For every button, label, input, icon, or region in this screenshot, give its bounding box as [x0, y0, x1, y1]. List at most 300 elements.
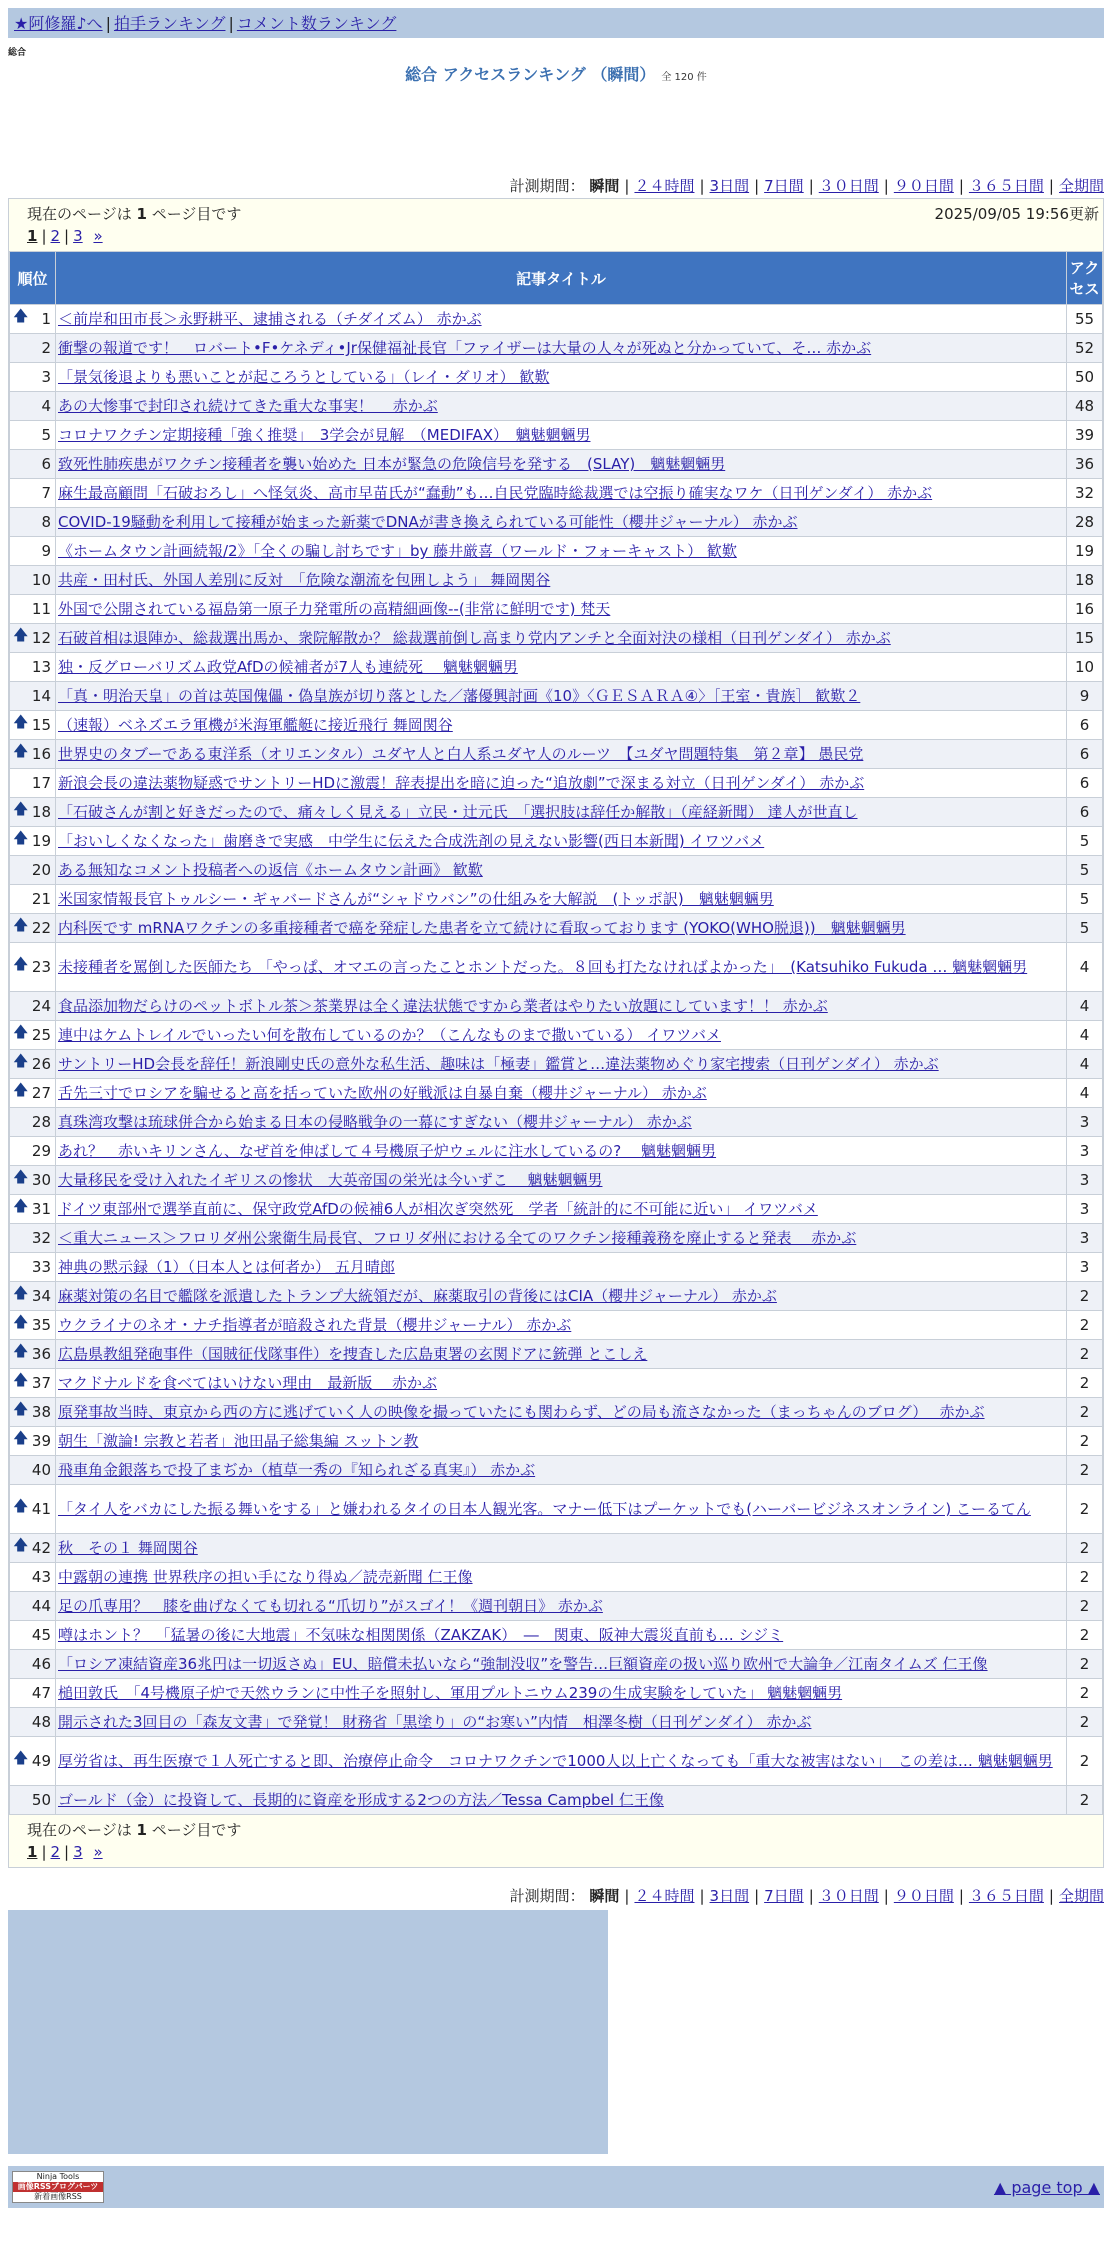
logo-line2: 画像RSSブログパーツ: [13, 2182, 103, 2192]
rss-parts-logo[interactable]: [12, 2171, 104, 2203]
rank-cell: [10, 566, 56, 595]
title-cell: [56, 1311, 1067, 1340]
rank-number: 3: [41, 368, 51, 386]
access-count: 55: [1067, 305, 1103, 334]
article-title-link[interactable]: 連中はケムトレイルでいったい何を散布しているのか？（こんなものまで撒いている） イワツバメ: [58, 1026, 721, 1044]
access-count: 3: [1067, 1166, 1103, 1195]
access-count: 4: [1067, 992, 1103, 1021]
rank-cell: [10, 1456, 56, 1485]
rank-up-arrow-icon: 🡅: [13, 1022, 29, 1041]
title-cell: [56, 740, 1067, 769]
period-current: 瞬間: [589, 177, 620, 195]
table-row: [10, 1534, 1103, 1563]
access-count: 5: [1067, 827, 1103, 856]
article-title-link[interactable]: 共産・田村氏、外国人差別に反対 「危険な潮流を包囲しよう」 舞岡関谷: [58, 571, 551, 589]
title-cell: [56, 1534, 1067, 1563]
rank-number: 45: [31, 1626, 51, 1644]
period-365d[interactable]: ３６５日間: [968, 1887, 1044, 1905]
period-90d[interactable]: ９０日間: [893, 177, 954, 195]
article-title-link[interactable]: 麻薬対策の名目で艦隊を派遣したトランプ大統領だが、麻薬取引の背後にはCIA（櫻井ジャーナル） 赤かぶ: [58, 1287, 777, 1305]
access-count: 2: [1067, 1456, 1103, 1485]
article-title-link[interactable]: 「真・明治天皇」の首は英国傀儡・偽皇族が切り落とした／藩優興討画《10》〈ＧＥＳＡＲＡ④〉［王室・貴族］ 歓歎２: [58, 687, 861, 705]
table-row: [10, 305, 1103, 334]
article-title-link[interactable]: 原発事故当時、東京から西の方に逃げていく人の映像を撮っていたにも関わらず、どの局も流さなかった（まっちゃんのブログ） 赤かぶ: [58, 1403, 985, 1421]
access-count: 3: [1067, 1253, 1103, 1282]
table-row: [10, 1679, 1103, 1708]
rank-cell: [10, 711, 56, 740]
table-row: [10, 1224, 1103, 1253]
rank-up-arrow-icon: 🡅: [13, 1167, 29, 1186]
article-title-link[interactable]: 大量移民を受け入れたイギリスの惨状 大英帝国の栄光は今いずこ 魑魅魍魎男: [58, 1171, 603, 1189]
period-24h[interactable]: ２４時間: [634, 1887, 695, 1905]
rank-up-arrow-icon: 🡅: [13, 799, 29, 818]
rank-number: 24: [31, 997, 51, 1015]
rank-cell: [10, 479, 56, 508]
access-count: 4: [1067, 1050, 1103, 1079]
access-count: 2: [1067, 1621, 1103, 1650]
ranking-title: 総合 アクセスランキング （瞬間）: [405, 65, 656, 84]
rank-number: 12: [31, 629, 51, 647]
access-count: 5: [1067, 885, 1103, 914]
article-title-link[interactable]: 「タイ人をバカにした振る舞いをする」と嫌われるタイの日本人観光客。マナー低下はプーケットでも(ハーバービジネスオンライン) こーるてん: [58, 1500, 1031, 1518]
title-cell: [56, 1195, 1067, 1224]
title-cell: [56, 1369, 1067, 1398]
rank-cell: [10, 856, 56, 885]
article-title-link[interactable]: 「ロシア凍結資産36兆円は一切返さぬ」EU、賠償未払いなら“強制没収”を警告…巨額資産の扱い巡り欧州で大論争／江南タイムズ 仁王像: [58, 1655, 988, 1673]
rank-number: 4: [41, 397, 51, 415]
article-title-link[interactable]: 内科医です mRNAワクチンの多重接種者で癌を発症した患者を立て続けに看取っております (YOKO(WHO脱退)) 魑魅魍魎男: [58, 919, 906, 937]
rank-number: 34: [31, 1287, 51, 1305]
article-title-link[interactable]: 食品添加物だらけのペットボトル茶＞茶業界は全く違法状態ですから業者はやりたい放題にしています！！ 赤かぶ: [58, 997, 828, 1015]
rank-number: 47: [31, 1684, 51, 1702]
rank-cell: [10, 1427, 56, 1456]
period-current: 瞬間: [589, 1887, 620, 1905]
title-cell: [56, 1786, 1067, 1815]
title-cell: [56, 992, 1067, 1021]
period-3d[interactable]: 3日間: [709, 177, 750, 195]
rank-up-arrow-icon: 🡅: [13, 1496, 29, 1515]
rank-cell: [10, 1485, 56, 1534]
rank-cell: [10, 682, 56, 711]
updated-timestamp: 2025/09/05 19:56更新: [934, 205, 1099, 223]
ranking-rows: [10, 305, 1103, 1815]
table-row: [10, 1563, 1103, 1592]
table-row: [10, 421, 1103, 450]
rank-number: 23: [31, 958, 51, 976]
table-row: [10, 1737, 1103, 1786]
article-title-link[interactable]: 開示された3回目の「森友文書」で発覚！ 財務省「黒塗り」の“お寒い”内情 相澤冬樹（日刊ゲンダイ） 赤かぶ: [58, 1713, 812, 1731]
rank-cell: [10, 943, 56, 992]
access-count: 2: [1067, 1708, 1103, 1737]
nav-separator: |: [105, 14, 111, 33]
pager-page-3[interactable]: 3: [73, 227, 83, 245]
rank-number: 33: [31, 1258, 51, 1276]
table-row: [10, 1079, 1103, 1108]
table-row: [10, 827, 1103, 856]
period-all[interactable]: 全期間: [1058, 177, 1104, 195]
rank-up-arrow-icon: 🡅: [13, 712, 29, 731]
title-cell: [56, 1282, 1067, 1311]
rank-up-arrow-icon: 🡅: [13, 1080, 29, 1099]
pager-top: 1 | 2 | 3 »: [27, 227, 103, 245]
table-row: [10, 1485, 1103, 1534]
title-cell: [56, 769, 1067, 798]
table-row: [10, 334, 1103, 363]
page-top-link[interactable]: ▲ page top ▲: [993, 2178, 1100, 2197]
period-3d[interactable]: 3日間: [709, 1887, 750, 1905]
pager-current: 1: [27, 1843, 38, 1861]
access-count: 2: [1067, 1679, 1103, 1708]
title-cell: [56, 450, 1067, 479]
table-row: [10, 1650, 1103, 1679]
table-row: [10, 1621, 1103, 1650]
rank-number: 41: [31, 1500, 51, 1518]
article-title-link[interactable]: ウクライナのネオ・ナチ指導者が暗殺された背景（櫻井ジャーナル） 赤かぶ: [58, 1316, 572, 1334]
rank-up-arrow-icon: 🡅: [13, 1428, 29, 1447]
table-row: [10, 1311, 1103, 1340]
rank-number: 26: [31, 1055, 51, 1073]
rank-up-arrow-icon: 🡅: [13, 1370, 29, 1389]
rank-number: 10: [31, 571, 51, 589]
period-label: 計測期間：: [509, 177, 585, 195]
rank-cell: [10, 740, 56, 769]
nav-separator: |: [228, 14, 234, 33]
table-row: [10, 740, 1103, 769]
access-count: 5: [1067, 914, 1103, 943]
access-count: 2: [1067, 1534, 1103, 1563]
article-title-link[interactable]: 外国で公開されている福島第一原子力発電所の高精細画像--(非常に鮮明です) 梵天: [58, 600, 611, 618]
article-title-link[interactable]: COVID-19騒動を利用して接種が始まった新薬でDNAが書き換えられている可能性（櫻井ジャーナル） 赤かぶ: [58, 513, 798, 531]
article-title-link[interactable]: 「景気後退よりも悪いことが起ころうとしている」（レイ・ダリオ） 歓歎: [58, 368, 550, 386]
ranking-table: [9, 251, 1103, 1815]
table-row: [10, 1786, 1103, 1815]
table-row: [10, 1137, 1103, 1166]
page-text-before: 現在のページは: [27, 205, 132, 223]
access-count: 6: [1067, 769, 1103, 798]
top-nav-bar: [8, 8, 1104, 38]
rank-cell: [10, 1311, 56, 1340]
article-title-link[interactable]: 広島県教組発砲事件（国賊征伐隊事件）を捜査した広島東署の玄関ドアに銃弾 とこしえ: [58, 1345, 648, 1363]
access-count: 2: [1067, 1737, 1103, 1786]
rank-cell: [10, 392, 56, 421]
article-title-link[interactable]: 麻生最高顧問「石破おろし」へ怪気炎、高市早苗氏が“蠢動”も…自民党臨時総裁選では空振り確実なワケ（日刊ゲンダイ） 赤かぶ: [58, 484, 933, 502]
table-row: [10, 1398, 1103, 1427]
table-row: [10, 1456, 1103, 1485]
article-title-link[interactable]: あれ？ 赤いキリンさん、なぜ首を伸ばして４号機原子炉ウェルに注水しているの? 魑魅魍魎男: [58, 1142, 717, 1160]
article-title-link[interactable]: 真珠湾攻撃は琉球併合から始まる日本の侵略戦争の一幕にすぎない（櫻井ジャーナル） 赤かぶ: [58, 1113, 692, 1131]
rank-cell: [10, 1166, 56, 1195]
access-count: 52: [1067, 334, 1103, 363]
rank-number: 42: [31, 1539, 51, 1557]
article-title-link[interactable]: 噂はホント？ 「猛暑の後に大地震」不気味な相関関係（ZAKZAK） ― 関東、阪神大震災直前も… シジミ: [58, 1626, 784, 1644]
rank-cell: [10, 1137, 56, 1166]
article-title-link[interactable]: 衝撃の報道です！ ロバート•F•ケネディ•Jr保健福祉長官「ファイザーは大量の人々が死ぬと分かっていて、そ… 赤かぶ: [58, 339, 872, 357]
article-title-link[interactable]: ある無知なコメント投稿者への返信《ホームタウン計画》 歓歎: [58, 861, 483, 879]
rank-number: 43: [31, 1568, 51, 1586]
rank-number: 2: [41, 339, 51, 357]
table-row: [10, 682, 1103, 711]
article-title-link[interactable]: 厚労省は、再生医療で１人死亡すると即、治療停止命令 コロナワクチンで1000人以上亡くなっても「重大な被害はない」 この差は… 魑魅魍魎男: [58, 1752, 1053, 1770]
rank-number: 49: [31, 1752, 51, 1770]
pager-page-3[interactable]: 3: [73, 1843, 83, 1861]
table-row: [10, 1253, 1103, 1282]
access-count: 3: [1067, 1224, 1103, 1253]
article-title-link[interactable]: 槌田敦氏 「4号機原子炉で天然ウランに中性子を照射し、軍用プルトニウム239の生成実験をしていた」 魑魅魍魎男: [58, 1684, 843, 1702]
rank-up-arrow-icon: 🡅: [13, 1051, 29, 1070]
rank-number: 31: [31, 1200, 51, 1218]
access-count: 3: [1067, 1108, 1103, 1137]
rank-number: 22: [31, 919, 51, 937]
rank-number: 18: [31, 803, 51, 821]
title-cell: [56, 1563, 1067, 1592]
article-title-link[interactable]: 世界史のタブーである東洋系（オリエンタル）ユダヤ人と白人系ユダヤ人のルーツ 【ユダヤ問題特集 第２章】 愚民党: [58, 745, 864, 763]
rank-up-arrow-icon: 🡅: [13, 1748, 29, 1767]
access-count: 16: [1067, 595, 1103, 624]
rank-number: 38: [31, 1403, 51, 1421]
article-title-link[interactable]: 飛車角金銀落ちで投了まぢか（植草一秀の『知られざる真実』） 赤かぶ: [58, 1461, 536, 1479]
rank-up-arrow-icon: 🡅: [13, 741, 29, 760]
rank-number: 32: [31, 1229, 51, 1247]
period-30d[interactable]: ３０日間: [818, 1887, 879, 1905]
rank-number: 35: [31, 1316, 51, 1334]
period-all[interactable]: 全期間: [1058, 1887, 1104, 1905]
table-row: [10, 1369, 1103, 1398]
rank-cell: [10, 1786, 56, 1815]
pager-page-2[interactable]: 2: [50, 1843, 61, 1861]
table-row: [10, 1427, 1103, 1456]
rank-cell: [10, 334, 56, 363]
article-title-link[interactable]: サントリーHD会長を辞任！新浪剛史氏の意外な私生活、趣味は「極妻」鑑賞と…違法薬物めぐり家宅捜索（日刊ゲンダイ） 赤かぶ: [58, 1055, 939, 1073]
rank-cell: [10, 1340, 56, 1369]
rank-number: 5: [41, 426, 51, 444]
rank-cell: [10, 305, 56, 334]
rank-number: 13: [31, 658, 51, 676]
rank-cell: [10, 1679, 56, 1708]
rank-number: 48: [31, 1713, 51, 1731]
rank-number: 50: [31, 1791, 51, 1809]
rank-number: 39: [31, 1432, 51, 1450]
title-cell: [56, 479, 1067, 508]
article-title-link[interactable]: ゴールド（金）に投資して、長期的に資産を形成する2つの方法／Tessa Campbel 仁王像: [58, 1791, 664, 1809]
period-7d[interactable]: 7日間: [764, 177, 804, 195]
rank-number: 15: [31, 716, 51, 734]
rank-cell: [10, 1050, 56, 1079]
article-title-link[interactable]: ＜前岸和田市長＞永野耕平、逮捕される（チダイズム） 赤かぶ: [58, 310, 482, 328]
article-title-link[interactable]: 新浪会長の違法薬物疑惑でサントリーHDに激震！辞表提出を暗に迫った“追放劇”で深まる対立（日刊ゲンダイ） 赤かぶ: [58, 774, 865, 792]
rank-cell: [10, 1737, 56, 1786]
table-row: [10, 1021, 1103, 1050]
current-page-number: 1: [136, 205, 147, 223]
title-cell: [56, 798, 1067, 827]
article-title-link[interactable]: 未接種者を罵倒した医師たち 「やっぱ、オマエの言ったことホントだった。８回も打たなければよかった」 (Katsuhiko Fukuda … 魑魅魍魎男: [58, 958, 1028, 976]
article-title-link[interactable]: 足の爪専用？ 膝を曲げなくても切れる“爪切り”がスゴイ！《週刊朝日》 赤かぶ: [58, 1597, 603, 1615]
article-title-link[interactable]: ドイツ東部州で選挙直前に、保守政党AfDの候補6人が相次ぎ突然死 学者「統計的に不可能に近い」 イワツバメ: [58, 1200, 818, 1218]
title-cell: [56, 1224, 1067, 1253]
period-365d[interactable]: ３６５日間: [968, 177, 1044, 195]
rank-cell: [10, 1398, 56, 1427]
page-info-top: [9, 199, 1103, 251]
article-title-link[interactable]: 「おいしくなくなった」歯磨きで実感 中学生に伝えた合成洗剤の見えない影響(西日本新聞) イワツバメ: [58, 832, 765, 850]
rank-number: 19: [31, 832, 51, 850]
title-cell: [56, 1253, 1067, 1282]
access-count: 5: [1067, 856, 1103, 885]
title-cell: [56, 1021, 1067, 1050]
period-90d[interactable]: ９０日間: [893, 1887, 954, 1905]
rank-cell: [10, 1253, 56, 1282]
pager-next[interactable]: »: [93, 227, 103, 245]
table-row: [10, 479, 1103, 508]
rank-number: 40: [31, 1461, 51, 1479]
table-row: [10, 566, 1103, 595]
logo-line3: 新着画像RSS: [34, 2192, 82, 2201]
article-title-link[interactable]: 独・反グローバリズム政党AfDの候補者が7人も連続死 魑魅魍魎男: [58, 658, 518, 676]
rank-up-arrow-icon: 🡅: [13, 1535, 29, 1554]
rank-number: 28: [31, 1113, 51, 1131]
rank-number: 9: [41, 542, 51, 560]
article-title-link[interactable]: 石破首相は退陣か、総裁選出馬か、衆院解散か？ 総裁選前倒し高まり党内アンチと全面対決の様相（日刊ゲンダイ） 赤かぶ: [58, 629, 891, 647]
title-cell: [56, 1592, 1067, 1621]
rank-cell: [10, 992, 56, 1021]
pager-bottom: 1 | 2 | 3 »: [27, 1843, 103, 1861]
access-count: 2: [1067, 1340, 1103, 1369]
rank-cell: [10, 1282, 56, 1311]
rank-cell: [10, 1224, 56, 1253]
access-count: 4: [1067, 1021, 1103, 1050]
pager-next[interactable]: »: [93, 1843, 103, 1861]
rank-cell: [10, 537, 56, 566]
access-count: 18: [1067, 566, 1103, 595]
comment-ranking-link[interactable]: コメント数ランキング: [236, 14, 397, 33]
footer-bar: [8, 2166, 1104, 2208]
rank-cell: [10, 885, 56, 914]
access-count: 2: [1067, 1485, 1103, 1534]
header-title: 記事タイトル: [56, 252, 1067, 305]
access-count: 2: [1067, 1398, 1103, 1427]
title-cell: [56, 1108, 1067, 1137]
article-title-link[interactable]: コロナワクチン定期接種「強く推奨」 3学会が見解 （MEDIFAX） 魑魅魍魎男: [58, 426, 591, 444]
rank-number: 29: [31, 1142, 51, 1160]
title-cell: [56, 334, 1067, 363]
article-title-link[interactable]: 神典の黙示録（1）（日本人とは何者か） 五月晴郎: [58, 1258, 395, 1276]
title-cell: [56, 392, 1067, 421]
title-cell: [56, 1456, 1067, 1485]
rank-cell: [10, 1708, 56, 1737]
article-title-link[interactable]: ＜重大ニュース＞フロリダ州公衆衛生局長官、フロリダ州における全てのワクチン接種義務を廃止すると発表 赤かぶ: [58, 1229, 857, 1247]
title-cell: [56, 1166, 1067, 1195]
rank-number: 1: [41, 310, 51, 328]
table-row: [10, 1166, 1103, 1195]
rank-cell: [10, 595, 56, 624]
rank-number: 44: [31, 1597, 51, 1615]
header-access: アクセス: [1067, 252, 1103, 305]
title-cell: [56, 624, 1067, 653]
article-title-link[interactable]: 秋 その１ 舞岡関谷: [58, 1539, 198, 1557]
rank-cell: [10, 827, 56, 856]
rank-up-arrow-icon: 🡅: [13, 954, 29, 973]
rank-up-arrow-icon: 🡅: [13, 625, 29, 644]
access-count: 3: [1067, 1137, 1103, 1166]
article-title-link[interactable]: 《ホームタウン計画続報/2》「全くの騙し討ちです」by 藤井厳喜（ワールド・フォーキャスト） 歓歎: [58, 542, 737, 560]
access-count: 48: [1067, 392, 1103, 421]
table-row: [10, 1050, 1103, 1079]
access-count: 6: [1067, 798, 1103, 827]
article-title-link[interactable]: 米国家情報長官トゥルシー・ギャバードさんが“シャドウバン”の仕組みを大解説 (トッポ訳) 魑魅魍魎男: [58, 890, 774, 908]
period-selector-top: 計測期間： 瞬間 | ２４時間 | 3日間 | 7日間 | ３０日間 | ９０日間 | ３６５日間 | 全期間: [509, 177, 1104, 195]
period-24h[interactable]: ２４時間: [634, 177, 695, 195]
article-title-link[interactable]: （速報）ベネズエラ軍機が米海軍艦艇に接近飛行 舞岡関谷: [58, 716, 453, 734]
rank-number: 8: [41, 513, 51, 531]
rank-cell: [10, 1592, 56, 1621]
article-title-link[interactable]: 朝生「激論! 宗教と若者」池田晶子総集編 スットン教: [58, 1432, 419, 1450]
title-cell: [56, 566, 1067, 595]
period-selector-bottom: 計測期間： 瞬間 | ２４時間 | 3日間 | 7日間 | ３０日間 | ９０日間 | ３６５日間 | 全期間: [509, 1887, 1104, 1905]
period-label: 計測期間：: [509, 1887, 585, 1905]
ad-placeholder: [8, 1910, 608, 2154]
article-title-link[interactable]: 「石破さんが割と好きだったので、痛々しく見える」立民・辻元氏 「選択肢は辞任か解散」（産経新聞） 達人が世直し: [58, 803, 858, 821]
rank-up-arrow-icon: 🡅: [13, 828, 29, 847]
title-cell: [56, 827, 1067, 856]
home-link[interactable]: ★阿修羅♪へ: [14, 14, 103, 33]
access-count: 2: [1067, 1311, 1103, 1340]
article-title-link[interactable]: 中露朝の連携 世界秩序の担い手になり得ぬ／読売新聞 仁王像: [58, 1568, 473, 1586]
rank-number: 37: [31, 1374, 51, 1392]
rank-cell: [10, 1021, 56, 1050]
current-page-number: 1: [136, 1821, 147, 1839]
title-cell: [56, 595, 1067, 624]
title-cell: [56, 653, 1067, 682]
pager-page-2[interactable]: 2: [50, 227, 61, 245]
table-row: [10, 537, 1103, 566]
table-row: [10, 711, 1103, 740]
title-cell: [56, 421, 1067, 450]
category-label: 総合: [8, 48, 27, 58]
clap-ranking-link[interactable]: 拍手ランキング: [113, 14, 226, 33]
rank-number: 16: [31, 745, 51, 763]
rank-number: 21: [31, 890, 51, 908]
access-count: 15: [1067, 624, 1103, 653]
rank-cell: [10, 1108, 56, 1137]
article-title-link[interactable]: 致死性肺疾患がワクチン接種者を襲い始めた 日本が緊急の危険信号を発する (SLAY) 魑魅魍魎男: [58, 455, 726, 473]
table-row: [10, 885, 1103, 914]
rank-cell: [10, 1621, 56, 1650]
access-count: 10: [1067, 653, 1103, 682]
article-title-link[interactable]: あの大惨事で封印され続けてきた重大な事実！ 赤かぶ: [58, 397, 438, 415]
title-cell: [56, 1079, 1067, 1108]
access-count: 6: [1067, 740, 1103, 769]
rank-up-arrow-icon: 🡅: [13, 306, 29, 325]
article-title-link[interactable]: マクドナルドを食べてはいけない理由 最新版 赤かぶ: [58, 1374, 438, 1392]
rank-cell: [10, 653, 56, 682]
title-cell: [56, 1650, 1067, 1679]
title-cell: [56, 1737, 1067, 1786]
title-cell: [56, 1050, 1067, 1079]
access-count: 50: [1067, 363, 1103, 392]
table-row: [10, 653, 1103, 682]
title-cell: [56, 508, 1067, 537]
table-row: [10, 392, 1103, 421]
article-title-link[interactable]: 舌先三寸でロシアを騙せると高を括っていた欧州の好戦派は自暴自棄（櫻井ジャーナル） 赤かぶ: [58, 1084, 707, 1102]
period-7d[interactable]: 7日間: [764, 1887, 804, 1905]
ranking-total: 全 120 件: [661, 72, 707, 83]
rank-cell: [10, 450, 56, 479]
rank-up-arrow-icon: 🡅: [13, 1399, 29, 1418]
access-count: 2: [1067, 1592, 1103, 1621]
rank-cell: [10, 1534, 56, 1563]
title-cell: [56, 537, 1067, 566]
title-cell: [56, 711, 1067, 740]
page-text-after: ページ目です: [151, 1821, 242, 1839]
period-30d[interactable]: ３０日間: [818, 177, 879, 195]
